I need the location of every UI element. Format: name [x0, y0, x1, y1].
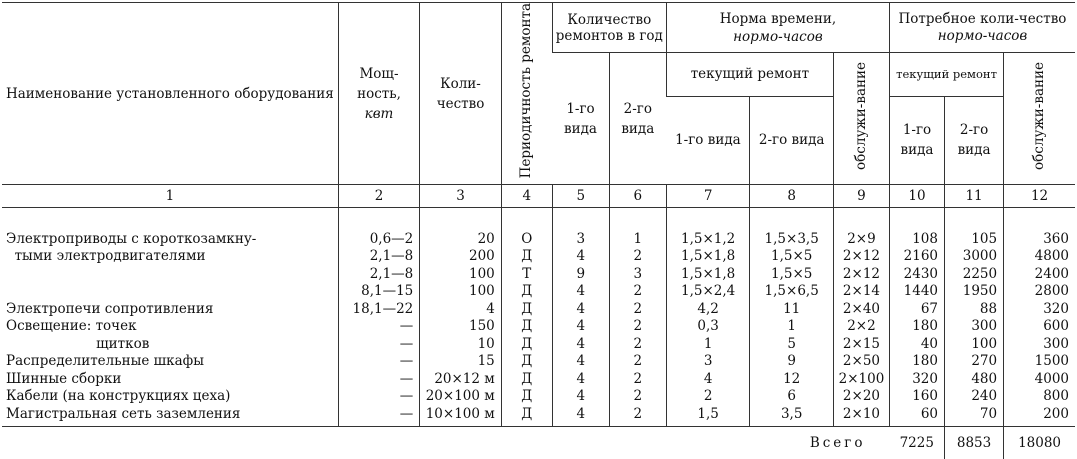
norm-service-cell: 2×12	[833, 265, 889, 283]
required-type2-cell: 88	[945, 300, 1004, 318]
header-norm-type2: 2-го вида	[750, 96, 834, 185]
table-row	[2, 230, 1075, 248]
norm-type1-cell: 3	[666, 353, 750, 371]
required-type2-cell: 70	[945, 405, 1004, 426]
required-type2-cell: 100	[945, 335, 1004, 353]
header-quantity: Коли- чество	[420, 3, 502, 185]
repairs-type2-cell: 2	[609, 318, 666, 336]
spacer-cell	[2, 208, 338, 231]
required-type2-cell: 3000	[945, 248, 1004, 266]
norm-type2-cell: 1,5×6,5	[750, 283, 834, 301]
norm-service-cell: 2×10	[833, 405, 889, 426]
table-row	[2, 335, 1075, 353]
column-number: 10	[889, 185, 944, 208]
required-type1-cell: 2430	[889, 265, 944, 283]
column-number: 8	[750, 185, 834, 208]
equipment-name-cell	[2, 283, 338, 301]
repairs-type1-cell: 4	[552, 248, 609, 266]
required-type2-cell: 1950	[945, 283, 1004, 301]
period-cell: Д	[501, 405, 552, 426]
column-number: 11	[945, 185, 1004, 208]
norm-service-cell: 2×2	[833, 318, 889, 336]
header-norm-current-repair: текущий ремонт	[666, 53, 833, 97]
repairs-type1-cell: 4	[552, 370, 609, 388]
table-row	[2, 248, 1075, 266]
norm-service-cell: 2×40	[833, 300, 889, 318]
norm-type2-cell: 9	[750, 353, 834, 371]
quantity-cell: 20×12 м	[420, 370, 502, 388]
equipment-repair-table	[2, 2, 1075, 459]
required-service-cell: 600	[1004, 318, 1075, 336]
table-row	[2, 300, 1075, 318]
header-equipment-name: Наименование установленного оборудования	[2, 3, 338, 185]
norm-type1-cell: 4	[666, 370, 750, 388]
header-required-type2: 2-го вида	[945, 96, 1004, 185]
power-cell: 2,1—8	[338, 248, 420, 266]
spacer-cell	[945, 208, 1004, 231]
norm-type1-cell: 1	[666, 335, 750, 353]
norm-type1-cell: 2	[666, 388, 750, 406]
required-type1-cell: 160	[889, 388, 944, 406]
spacer-cell	[338, 208, 420, 231]
equipment-name-cell: Освещение: точек	[6, 318, 137, 335]
power-cell: 8,1—15	[338, 283, 420, 301]
required-service-cell: 360	[1004, 230, 1075, 248]
total-service: 18080	[1004, 426, 1075, 459]
total-repair-type1: 7225	[889, 426, 944, 459]
required-type2-cell: 240	[945, 388, 1004, 406]
period-cell: Д	[501, 353, 552, 371]
total-label: Всего	[2, 426, 889, 459]
header-repairs-type2: 2-го вида	[609, 53, 666, 185]
column-number: 5	[552, 185, 609, 208]
header-norm-service: обслужи-вание	[833, 53, 889, 185]
norm-type2-cell: 1,5×3,5	[750, 230, 834, 248]
period-cell: Д	[501, 248, 552, 266]
power-cell: —	[338, 405, 420, 426]
repairs-type1-cell: 4	[552, 283, 609, 301]
norm-type2-cell: 1,5×5	[750, 265, 834, 283]
column-number: 4	[501, 185, 552, 208]
required-type1-cell: 108	[889, 230, 944, 248]
column-number: 9	[833, 185, 889, 208]
required-type1-cell: 60	[889, 405, 944, 426]
header-time-norm: Норма времени, нормо-часов	[666, 3, 889, 53]
table-row	[2, 388, 1075, 406]
norm-type1-cell: 4,2	[666, 300, 750, 318]
table-row	[2, 370, 1075, 388]
total-row	[2, 426, 1075, 459]
header-required-amount: Потребное коли-чество нормо-часов	[889, 3, 1075, 53]
norm-service-cell: 2×14	[833, 283, 889, 301]
spacer-row	[2, 208, 1075, 231]
quantity-cell: 10×100 м	[420, 405, 502, 426]
repairs-type1-cell: 3	[552, 230, 609, 248]
required-service-cell: 4000	[1004, 370, 1075, 388]
equipment-name-cell: Распределительные шкафы	[6, 353, 204, 370]
quantity-cell: 100	[420, 283, 502, 301]
spacer-cell	[833, 208, 889, 231]
norm-type1-cell: 1,5×1,8	[666, 265, 750, 283]
norm-service-cell: 2×15	[833, 335, 889, 353]
required-type2-cell: 270	[945, 353, 1004, 371]
norm-type1-cell: 1,5×1,8	[666, 248, 750, 266]
norm-type2-cell: 3,5	[750, 405, 834, 426]
required-service-cell: 800	[1004, 388, 1075, 406]
table-header	[2, 3, 1075, 185]
header-required-type1: 1-го вида	[889, 96, 944, 185]
period-cell: Д	[501, 300, 552, 318]
spacer-cell	[889, 208, 944, 231]
power-cell: —	[338, 388, 420, 406]
norm-service-cell: 2×50	[833, 353, 889, 371]
table-body	[2, 208, 1075, 427]
column-number: 7	[666, 185, 750, 208]
power-cell: —	[338, 318, 420, 336]
total-repair-type2: 8853	[945, 426, 1004, 459]
equipment-name-cell	[2, 265, 338, 283]
repairs-type2-cell: 2	[609, 353, 666, 371]
table-row	[2, 265, 1075, 283]
period-cell: Т	[501, 265, 552, 283]
required-service-cell: 2800	[1004, 283, 1075, 301]
norm-service-cell: 2×20	[833, 388, 889, 406]
required-type2-cell: 2250	[945, 265, 1004, 283]
norm-type2-cell: 6	[750, 388, 834, 406]
column-number: 2	[338, 185, 420, 208]
period-cell: Д	[501, 335, 552, 353]
power-cell: —	[338, 353, 420, 371]
required-type1-cell: 2160	[889, 248, 944, 266]
spacer-cell	[609, 208, 666, 231]
required-type2-cell: 300	[945, 318, 1004, 336]
equipment-name-cell: Электропечи сопротивления	[6, 300, 214, 317]
spacer-cell	[420, 208, 502, 231]
quantity-cell: 100	[420, 265, 502, 283]
equipment-name-cell: Шинные сборки	[6, 370, 122, 387]
repairs-type2-cell: 2	[609, 405, 666, 426]
power-cell: —	[338, 370, 420, 388]
norm-type1-cell: 1,5×1,2	[666, 230, 750, 248]
repairs-type1-cell: 4	[552, 353, 609, 371]
period-cell: Д	[501, 370, 552, 388]
norm-type2-cell: 1	[750, 318, 834, 336]
quantity-cell: 15	[420, 353, 502, 371]
required-type2-cell: 480	[945, 370, 1004, 388]
required-service-cell: 320	[1004, 300, 1075, 318]
norm-type2-cell: 1,5×5	[750, 248, 834, 266]
power-cell: 18,1—22	[338, 300, 420, 318]
spacer-cell	[750, 208, 834, 231]
header-norm-type1: 1-го вида	[666, 96, 750, 185]
column-number: 1	[2, 185, 338, 208]
period-cell: Д	[501, 318, 552, 336]
spacer-cell	[501, 208, 552, 231]
repairs-type2-cell: 2	[609, 248, 666, 266]
required-service-cell: 200	[1004, 405, 1075, 426]
norm-type2-cell: 11	[750, 300, 834, 318]
repairs-type2-cell: 1	[609, 230, 666, 248]
required-service-cell: 2400	[1004, 265, 1075, 283]
required-type1-cell: 320	[889, 370, 944, 388]
quantity-cell: 10	[420, 335, 502, 353]
repairs-type2-cell: 2	[609, 283, 666, 301]
required-type1-cell: 180	[889, 353, 944, 371]
required-type1-cell: 40	[889, 335, 944, 353]
table-row	[2, 283, 1075, 301]
norm-service-cell: 2×9	[833, 230, 889, 248]
column-number-row	[2, 185, 1075, 208]
header-repairs-per-year: Количество ремонтов в год	[552, 3, 666, 53]
column-number: 12	[1004, 185, 1075, 208]
power-cell: 0,6—2	[338, 230, 420, 248]
required-service-cell: 300	[1004, 335, 1075, 353]
spacer-cell	[666, 208, 750, 231]
quantity-cell: 20	[420, 230, 502, 248]
required-type1-cell: 1440	[889, 283, 944, 301]
repairs-type1-cell: 4	[552, 405, 609, 426]
table-row	[2, 353, 1075, 371]
equipment-name-cell: тыми электродвигателями	[6, 248, 206, 265]
period-cell: О	[501, 230, 552, 248]
norm-type1-cell: 0,3	[666, 318, 750, 336]
equipment-name-cell: Электроприводы с короткозамкну-	[6, 230, 257, 247]
equipment-name-cell: Магистральная сеть заземления	[6, 405, 241, 422]
quantity-cell: 20×100 м	[420, 388, 502, 406]
repairs-type1-cell: 4	[552, 300, 609, 318]
repairs-type1-cell: 9	[552, 265, 609, 283]
power-cell: 2,1—8	[338, 265, 420, 283]
norm-type2-cell: 12	[750, 370, 834, 388]
required-service-cell: 1500	[1004, 353, 1075, 371]
required-service-cell: 4800	[1004, 248, 1075, 266]
repairs-type2-cell: 2	[609, 370, 666, 388]
header-required-current-repair: текущий ремонт	[889, 53, 1003, 97]
required-type1-cell: 180	[889, 318, 944, 336]
quantity-cell: 200	[420, 248, 502, 266]
spacer-cell	[552, 208, 609, 231]
norm-service-cell: 2×12	[833, 248, 889, 266]
header-required-service: обслужи-вание	[1004, 53, 1075, 185]
header-power: Мощ- ность, квт	[338, 3, 420, 185]
spacer-cell	[1004, 208, 1075, 231]
repairs-type1-cell: 4	[552, 318, 609, 336]
required-type1-cell: 67	[889, 300, 944, 318]
column-number: 3	[420, 185, 502, 208]
equipment-name-cell: Кабели (на конструкциях цеха)	[6, 388, 231, 405]
repairs-type2-cell: 3	[609, 265, 666, 283]
table-row	[2, 318, 1075, 336]
repairs-type2-cell: 2	[609, 388, 666, 406]
norm-type1-cell: 1,5×2,4	[666, 283, 750, 301]
required-type2-cell: 105	[945, 230, 1004, 248]
table-row	[2, 405, 1075, 426]
repairs-type1-cell: 4	[552, 388, 609, 406]
column-number: 6	[609, 185, 666, 208]
quantity-cell: 4	[420, 300, 502, 318]
repairs-type1-cell: 4	[552, 335, 609, 353]
norm-service-cell: 2×100	[833, 370, 889, 388]
period-cell: Д	[501, 388, 552, 406]
header-repair-period: Периодичность ремонта	[501, 3, 552, 185]
repairs-type2-cell: 2	[609, 300, 666, 318]
header-repairs-type1: 1-го вида	[552, 53, 609, 185]
period-cell: Д	[501, 283, 552, 301]
norm-type2-cell: 5	[750, 335, 834, 353]
repairs-type2-cell: 2	[609, 335, 666, 353]
norm-type1-cell: 1,5	[666, 405, 750, 426]
equipment-name-cell: щитков	[6, 335, 150, 352]
quantity-cell: 150	[420, 318, 502, 336]
power-cell: —	[338, 335, 420, 353]
